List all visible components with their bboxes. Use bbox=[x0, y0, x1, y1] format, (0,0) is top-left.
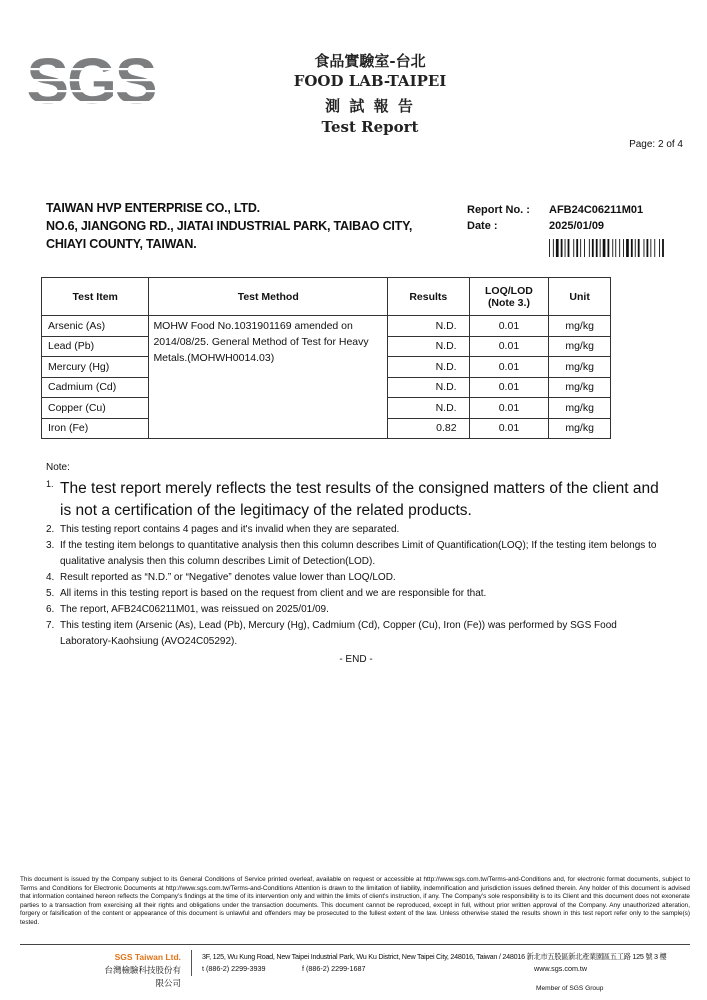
note-number: 3. bbox=[46, 540, 55, 551]
header-test-method: Test Method bbox=[149, 278, 388, 316]
row-loq: 0.01 bbox=[469, 357, 549, 378]
disclaimer: This document is issued by the Company subject to its General Conditions of Service printed overleaf, available on request or accessible at http://www.sgs.com.tw/Terms-and-Conditions and, for electronic format documents, subject to Terms and Conditions for Electronic Documents at http://www.sgs.com.tw/Terms-and-Conditions Attention is drawn to the limitation of liability, indemnification and jurisdiction issues defined therein. Any holder of this document is advised that information contained hereon reflects the Company's findings at the time of its intervention only and within the limits of client's instruction, if any. The Company's sole responsibility is to its Client and this document does not exonerate parties to a transaction from exercising all their rights and obligations under the transaction documents. This document cannot be reproduced, except in full, without prior written approval of the Company. Any unauthorized alteration, forgery or falsification of the content or appearance of this document is unlawful and offenders may be prosecuted to the fullest extent of the law. Unless otherwise stated the results shown in this test report refer only to the sample(s) tested. bbox=[20, 876, 690, 926]
table-header-row bbox=[42, 278, 611, 316]
report-date-value: 2025/01/09 bbox=[549, 220, 605, 232]
sgs-logo-stripes bbox=[20, 46, 162, 116]
row-item: Mercury (Hg) bbox=[42, 357, 149, 378]
row-result: N.D. bbox=[388, 336, 470, 357]
note-number: 5. bbox=[46, 588, 55, 599]
row-unit: mg/kg bbox=[549, 316, 611, 337]
header-report-en: Test Report bbox=[321, 118, 419, 136]
note-item bbox=[46, 602, 666, 618]
header-results: Results bbox=[388, 278, 470, 316]
row-unit: mg/kg bbox=[549, 377, 611, 398]
company-block bbox=[97, 951, 181, 990]
member-of-sgs: Member of SGS Group bbox=[536, 985, 604, 992]
row-result: N.D. bbox=[388, 316, 470, 337]
telephone: t (886-2) 2299-3939 bbox=[202, 964, 266, 973]
note-text: Result reported as “N.D.” or “Negative” denotes value lower than LOQ/LOD. bbox=[60, 572, 396, 583]
row-unit: mg/kg bbox=[549, 357, 611, 378]
client-block bbox=[46, 199, 466, 253]
row-result: N.D. bbox=[388, 398, 470, 419]
header-unit: Unit bbox=[549, 278, 611, 316]
row-item: Copper (Cu) bbox=[42, 398, 149, 419]
row-item: Cadmium (Cd) bbox=[42, 377, 149, 398]
report-date-label: Date : bbox=[467, 220, 498, 232]
table-row bbox=[42, 316, 611, 337]
notes-section bbox=[46, 460, 666, 668]
note-item bbox=[46, 618, 666, 650]
note-number: 4. bbox=[46, 572, 55, 583]
note-text: This testing item (Arsenic (As), Lead (Pb), Mercury (Hg), Cadmium (Cd), Copper (Cu), Iron (Fe)) was performed by SGS Food Laboratory-Kaohsiung (AVO24C05292). bbox=[60, 620, 617, 647]
test-method-cell: MOHW Food No.1031901169 amended on 2014/08/25. General Method of Test for Heavy Metals.(MOHWH0014.03) bbox=[149, 316, 388, 439]
note-text: This testing report contains 4 pages and it's invalid when they are separated. bbox=[60, 524, 400, 535]
end-marker: - END - bbox=[339, 654, 373, 665]
results-table bbox=[41, 277, 611, 439]
website[interactable]: www.sgs.com.tw bbox=[534, 964, 588, 973]
row-item: Arsenic (As) bbox=[42, 316, 149, 337]
company-name-zh: 台灣檢驗科技股份有限公司 bbox=[104, 965, 181, 988]
company-address: 3F, 125, Wu Kung Road, New Taipei Industrial Park, Wu Ku District, New Taipei City, 248016, Taiwan / 248016 新北市五股區新北產業園區五工路 125 號 3 樓 bbox=[202, 952, 667, 961]
header-lab-zh: 食品實驗室-台北 bbox=[314, 52, 426, 70]
company-name-en: SGS Taiwan Ltd. bbox=[114, 952, 181, 962]
row-loq: 0.01 bbox=[469, 398, 549, 419]
header-lab-en: FOOD LAB-TAIPEI bbox=[293, 72, 447, 90]
report-info bbox=[467, 202, 643, 234]
row-item: Lead (Pb) bbox=[42, 336, 149, 357]
header-loq bbox=[469, 278, 549, 316]
row-loq: 0.01 bbox=[469, 377, 549, 398]
header-report-zh: 測 試 報 告 bbox=[325, 97, 415, 115]
note-text: If the testing item belongs to quantitative analysis then this column describes Limit of Quantification(LOQ); If the testing item belongs to qualitative analysis then this column describes Limit of Detection(LOD). bbox=[60, 540, 657, 567]
note-item bbox=[46, 538, 666, 570]
row-result: N.D. bbox=[388, 377, 470, 398]
note-number: 1. bbox=[46, 479, 54, 489]
header-loq-line2: (Note 3.) bbox=[487, 296, 530, 309]
address-block bbox=[202, 951, 680, 975]
row-loq: 0.01 bbox=[469, 316, 549, 337]
row-loq: 0.01 bbox=[469, 336, 549, 357]
header-test-item: Test Item bbox=[42, 278, 149, 316]
page-number: Page: 2 of 4 bbox=[629, 139, 683, 150]
note-number: 6. bbox=[46, 604, 55, 615]
sgs-logo bbox=[20, 46, 162, 116]
note-number: 7. bbox=[46, 620, 55, 631]
row-loq: 0.01 bbox=[469, 418, 549, 439]
note-text: The report, AFB24C06211M01, was reissued on 2025/01/09. bbox=[60, 604, 329, 615]
note-item bbox=[46, 522, 666, 538]
row-item: Iron (Fe) bbox=[42, 418, 149, 439]
report-no-label: Report No. : bbox=[467, 204, 530, 216]
client-address-line1: NO.6, JIANGONG RD., JIATAI INDUSTRIAL PARK, TAIBAO CITY, bbox=[46, 219, 413, 233]
client-address-line2: CHIAYI COUNTY, TAIWAN. bbox=[46, 237, 197, 251]
report-no-value: AFB24C06211M01 bbox=[549, 204, 644, 216]
barcode bbox=[549, 239, 666, 257]
note-text: The test report merely reflects the test results of the consigned matters of the client and is not a certification of the legitimacy of the related products. bbox=[60, 480, 659, 519]
client-name: TAIWAN HVP ENTERPRISE CO., LTD. bbox=[46, 201, 260, 215]
note-item bbox=[46, 478, 666, 522]
note-number: 2. bbox=[46, 524, 55, 535]
contact-row bbox=[202, 963, 680, 975]
note-item bbox=[46, 586, 666, 602]
notes-title: Note: bbox=[46, 462, 70, 473]
row-result: N.D. bbox=[388, 357, 470, 378]
row-unit: mg/kg bbox=[549, 418, 611, 439]
row-result: 0.82 bbox=[388, 418, 470, 439]
footer-divider bbox=[20, 944, 690, 945]
row-unit: mg/kg bbox=[549, 336, 611, 357]
footer-separator bbox=[191, 950, 192, 976]
row-unit: mg/kg bbox=[549, 398, 611, 419]
note-text: All items in this testing report is based on the request from client and we are responsible for that. bbox=[60, 588, 487, 599]
header-loq-line1: LOQ/LOD bbox=[485, 284, 533, 297]
note-item bbox=[46, 570, 666, 586]
fax: f (886-2) 2299-1687 bbox=[302, 964, 366, 973]
